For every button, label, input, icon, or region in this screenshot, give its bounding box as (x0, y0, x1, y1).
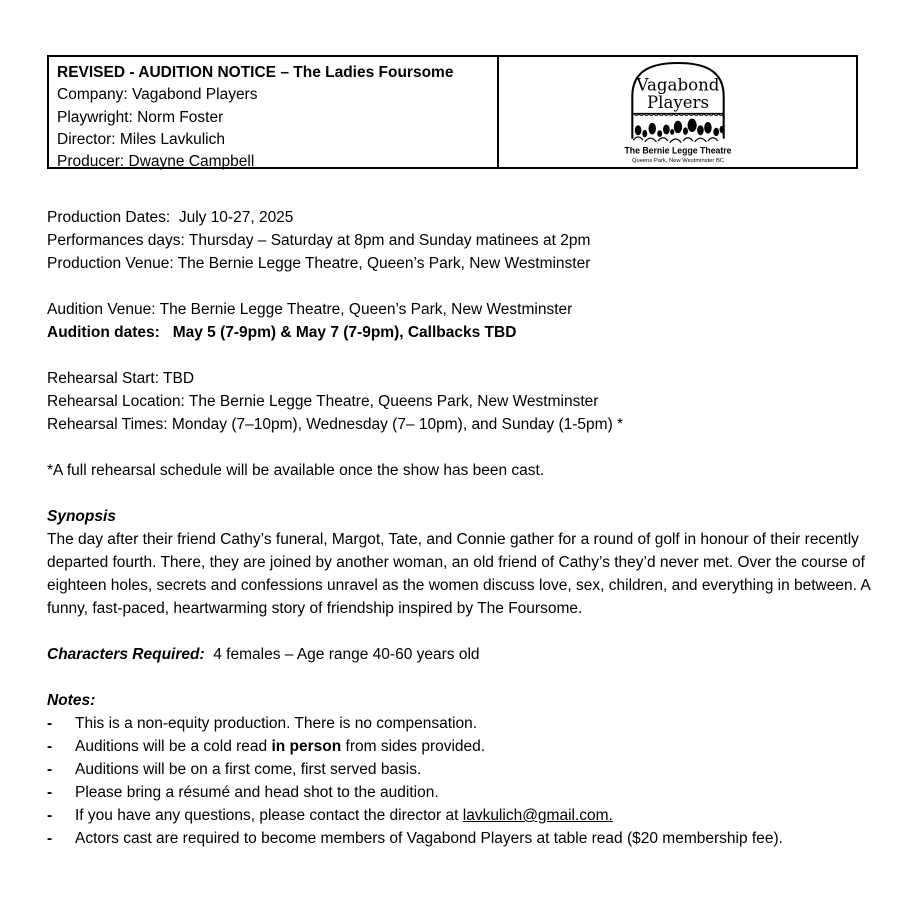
production-venue: Production Venue: The Bernie Legge Theatre, Queen’s Park, New Westminster (47, 255, 591, 272)
performance-days: Performances days: Thursday – Saturday at 8pm and Sunday matinees at 2pm (47, 232, 591, 249)
rehearsal-location: Rehearsal Location: The Bernie Legge Theatre, Queens Park, New Westminster (47, 393, 599, 410)
audition-dates: Audition dates: May 5 (7-9pm) & May 7 (7-9pm), Callbacks TBD (47, 324, 517, 341)
notes-section (47, 689, 875, 850)
document-body (47, 206, 875, 850)
vagabond-players-logo (615, 58, 741, 166)
list-item (47, 758, 875, 781)
list-item (47, 735, 875, 758)
logo-theatre-location: Queens Park, New Westminster BC (631, 157, 724, 164)
logo-cell (499, 57, 856, 167)
list-item (47, 781, 875, 804)
note-text: Auditions will be a cold read in person from sides provided. (75, 738, 486, 755)
notes-heading: Notes: (47, 692, 96, 709)
characters-required-line (47, 643, 875, 666)
note-text: Auditions will be on a first come, first served basis. (75, 761, 422, 778)
playwright-line: Playwright: Norm Foster (57, 108, 224, 126)
director-line: Director: Miles Lavkulich (57, 130, 225, 148)
company-line: Company: Vagabond Players (57, 86, 258, 104)
email-link[interactable]: lavkulich@gmail.com. (462, 807, 613, 824)
audition-info-section (47, 298, 875, 344)
header-box (47, 55, 858, 169)
list-item (47, 804, 875, 827)
production-dates: Production Dates: July 10-27, 2025 (47, 209, 294, 226)
bullet-dash: - (47, 761, 53, 778)
list-item (47, 827, 875, 850)
bullet-dash: - (47, 715, 53, 732)
note-text: Please bring a résumé and head shot to the audition. (75, 784, 439, 801)
rehearsal-times: Rehearsal Times: Monday (7–10pm), Wednesday (7– 10pm), and Sunday (1-5pm) * (47, 416, 624, 433)
synopsis-body: The day after their friend Cathy’s funeral, Margot, Tate, and Connie gather for a round of golf in honour of their recently departed fourth. There, they are joined by another woman, an old friend of Cathy’s they’d never met. Over the course of eighteen holes, secrets and confessions unravel as the women discuss love, sex, children, and everything in between. A funny, fast-paced, heartwarming story of friendship inspired by The Foursome. (47, 531, 870, 617)
header-info (49, 57, 499, 171)
logo-name-line1: Vagabond (636, 75, 719, 95)
logo-name-line2: Players (646, 92, 709, 112)
note-text: This is a non-equity production. There is no compensation. (75, 715, 478, 732)
logo-audience-blobs (634, 119, 724, 138)
synopsis-heading: Synopsis (47, 508, 116, 525)
audition-venue: Audition Venue: The Bernie Legge Theatre, Queen’s Park, New Westminster (47, 301, 573, 318)
logo-wave-lines (633, 137, 718, 143)
note-text: Actors cast are required to become members of Vagabond Players at table read ($20 membership fee). (75, 830, 783, 847)
bullet-dash: - (47, 830, 53, 847)
rehearsal-info-section (47, 367, 875, 436)
bullet-dash: - (47, 807, 53, 824)
logo-theatre-name: The Bernie Legge Theatre (623, 145, 732, 156)
rehearsal-schedule-note: *A full rehearsal schedule will be available once the show has been cast. (47, 462, 545, 479)
list-item (47, 712, 875, 735)
characters-heading: Characters Required: (47, 646, 205, 663)
note-text: If you have any questions, please contact the director at lavkulich@gmail.com. (75, 807, 613, 824)
bullet-dash: - (47, 738, 53, 755)
synopsis-section (47, 505, 875, 620)
emphasis-in-person: in person (271, 738, 342, 755)
production-info-section (47, 206, 875, 275)
bullet-dash: - (47, 784, 53, 801)
producer-line: Producer: Dwayne Campbell (57, 153, 255, 171)
rehearsal-start: Rehearsal Start: TBD (47, 370, 195, 387)
notice-title: REVISED - AUDITION NOTICE – The Ladies Foursome (57, 64, 454, 81)
characters-value: 4 females – Age range 40-60 years old (204, 646, 480, 663)
